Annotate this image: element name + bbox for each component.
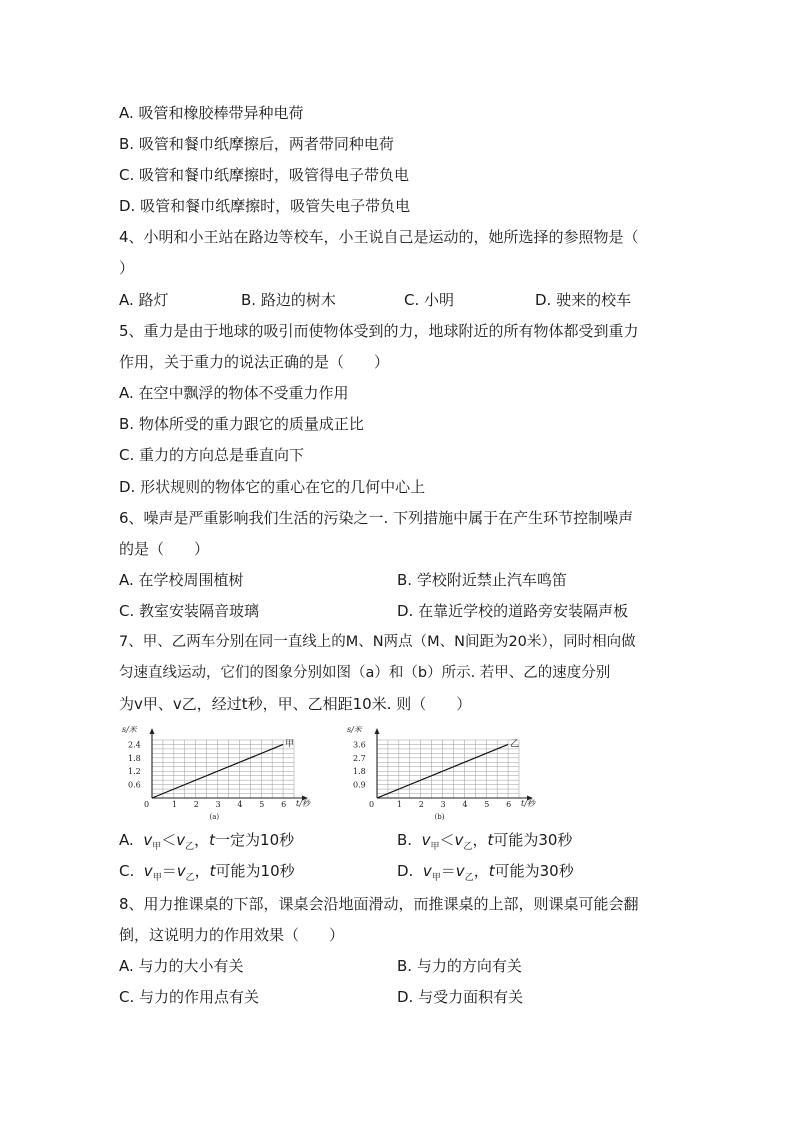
chart-b-series-label: 乙: [510, 739, 520, 750]
chart-a-x-tick-label: 1: [171, 800, 177, 809]
chart-b-x-tick-label: 1: [396, 800, 402, 809]
chart-a-y-tick-label: 1.2: [128, 767, 141, 777]
q4-option-d: D. 驶来的校车: [535, 291, 632, 309]
q5-stem-line1: 5、重力是由于地球的吸引而使物体受到的力，地球附近的所有物体都受到重力: [119, 322, 639, 340]
chart-a-x-tick-label: 6: [281, 800, 287, 809]
chart-a-y-tick-label: 2.4: [128, 740, 141, 750]
q6-option-a: A. 在学校周围植树: [119, 571, 244, 589]
chart-a-x-tick-label: 3: [215, 800, 221, 809]
chart-a-x-tick-label: 0: [144, 800, 150, 809]
q6-option-d: D. 在靠近学校的道路旁安装隔声板: [397, 602, 629, 620]
chart-a-x-tick-label: 4: [237, 800, 243, 809]
chart-b-x-tick-label: 2: [418, 800, 424, 809]
chart-b-y-tick-label: 1.8: [353, 767, 366, 777]
q5-option-c: C. 重力的方向总是垂直向下: [119, 446, 305, 464]
q7-option-c: C. $v_甲=v_乙$，t可能为10秒: [119, 862, 295, 883]
q5-option-b: B. 物体所受的重力跟它的质量成正比: [119, 415, 364, 433]
chart-b-ylabel: s/米: [347, 726, 362, 734]
q8-option-d: D. 与受力面积有关: [397, 988, 524, 1006]
chart-a-ylabel: s/米: [122, 726, 137, 734]
q6-option-c: C. 教室安装隔音玻璃: [119, 602, 260, 620]
chart-b-y-tick-label: 0.9: [353, 780, 366, 790]
chart-b: [343, 726, 553, 822]
chart-b-x-tick-label: 6: [506, 800, 512, 809]
chart-b-x-tick-label: 4: [462, 800, 468, 809]
q4-option-a: A. 路灯: [119, 291, 169, 309]
q3-option-a: A. 吸管和橡胶棒带异种电荷: [119, 104, 304, 122]
q4-option-c: C. 小明: [404, 291, 455, 309]
q4-stem-line1: 4、小明和小王站在路边等校车，小王说自己是运动的，她所选择的参照物是（: [119, 228, 639, 246]
chart-a-svg: [118, 726, 328, 822]
q5-option-a: A. 在空中飘浮的物体不受重力作用: [119, 384, 349, 402]
q6-stem-line1: 6、噪声是严重影响我们生活的污染之一. 下列措施中属于在产生环节控制噪声: [119, 509, 634, 527]
chart-a-series-label: 甲: [285, 739, 295, 750]
q7-option-b: B. $v_甲<v_乙$，t可能为30秒: [397, 831, 573, 852]
chart-a-y-tick-label: 0.6: [128, 780, 141, 790]
q5-option-d: D. 形状规则的物体它的重心在它的几何中心上: [119, 478, 426, 496]
chart-b-y-tick-label: 2.7: [353, 753, 366, 763]
q6-stem-line2: 的是（ ）: [119, 540, 210, 558]
q8-stem-line1: 8、用力推课桌的下部，课桌会沿地面滑动，而推课桌的上部，则课桌可能会翻: [119, 895, 639, 913]
chart-b-y-arrow: [375, 728, 380, 734]
q7-stem-line1: 7、甲、乙两车分别在同一直线上的M、N两点（M、N间距为20米），同时相向做: [119, 634, 636, 650]
chart-b-x-tick-label: 0: [369, 800, 375, 809]
q5-stem-line2: 作用，关于重力的说法正确的是（ ）: [119, 353, 390, 371]
q7-option-a: A. $v_甲<v_乙$，t一定为10秒: [119, 831, 295, 852]
q3-option-b: B. 吸管和餐巾纸摩擦后，两者带同种电荷: [119, 135, 394, 153]
chart-a-caption: (a): [209, 813, 220, 821]
chart-a-x-tick-label: 2: [193, 800, 199, 809]
chart-a-xlabel: t/秒: [296, 799, 310, 808]
q7-stem-line3: 为v甲、v乙，经过t秒，甲、乙相距10米. 则（ ）: [119, 695, 472, 713]
chart-a: [118, 726, 328, 822]
chart-b-svg: [343, 726, 553, 822]
q8-option-b: B. 与力的方向有关: [397, 957, 522, 975]
q4-stem-line2: ）: [119, 259, 135, 277]
q3-option-c: C. 吸管和餐巾纸摩擦时，吸管得电子带负电: [119, 166, 410, 184]
chart-b-x-tick-label: 3: [440, 800, 446, 809]
chart-b-y-tick-label: 3.6: [353, 740, 366, 750]
q7-option-d: D. $v_甲=v_乙$，t可能为30秒: [397, 862, 574, 883]
q8-stem-line2: 倒，这说明力的作用效果（ ）: [119, 926, 345, 944]
q8-option-c: C. 与力的作用点有关: [119, 988, 260, 1006]
q7-stem-line2: 匀速直线运动，它们的图象分别如图（a）和（b）所示. 若甲、乙的速度分别: [119, 665, 611, 681]
chart-a-y-tick-label: 1.8: [128, 753, 141, 763]
q3-option-d: D. 吸管和餐巾纸摩擦时，吸管失电子带负电: [119, 197, 411, 215]
chart-a-x-tick-label: 5: [259, 800, 265, 809]
q4-option-b: B. 路边的树木: [241, 291, 336, 309]
q8-option-a: A. 与力的大小有关: [119, 957, 244, 975]
chart-b-xlabel: t/秒: [521, 799, 535, 808]
chart-b-caption: (b): [434, 813, 445, 821]
chart-b-x-tick-label: 5: [484, 800, 490, 809]
chart-a-y-arrow: [150, 728, 155, 734]
q6-option-b: B. 学校附近禁止汽车鸣笛: [397, 571, 567, 589]
